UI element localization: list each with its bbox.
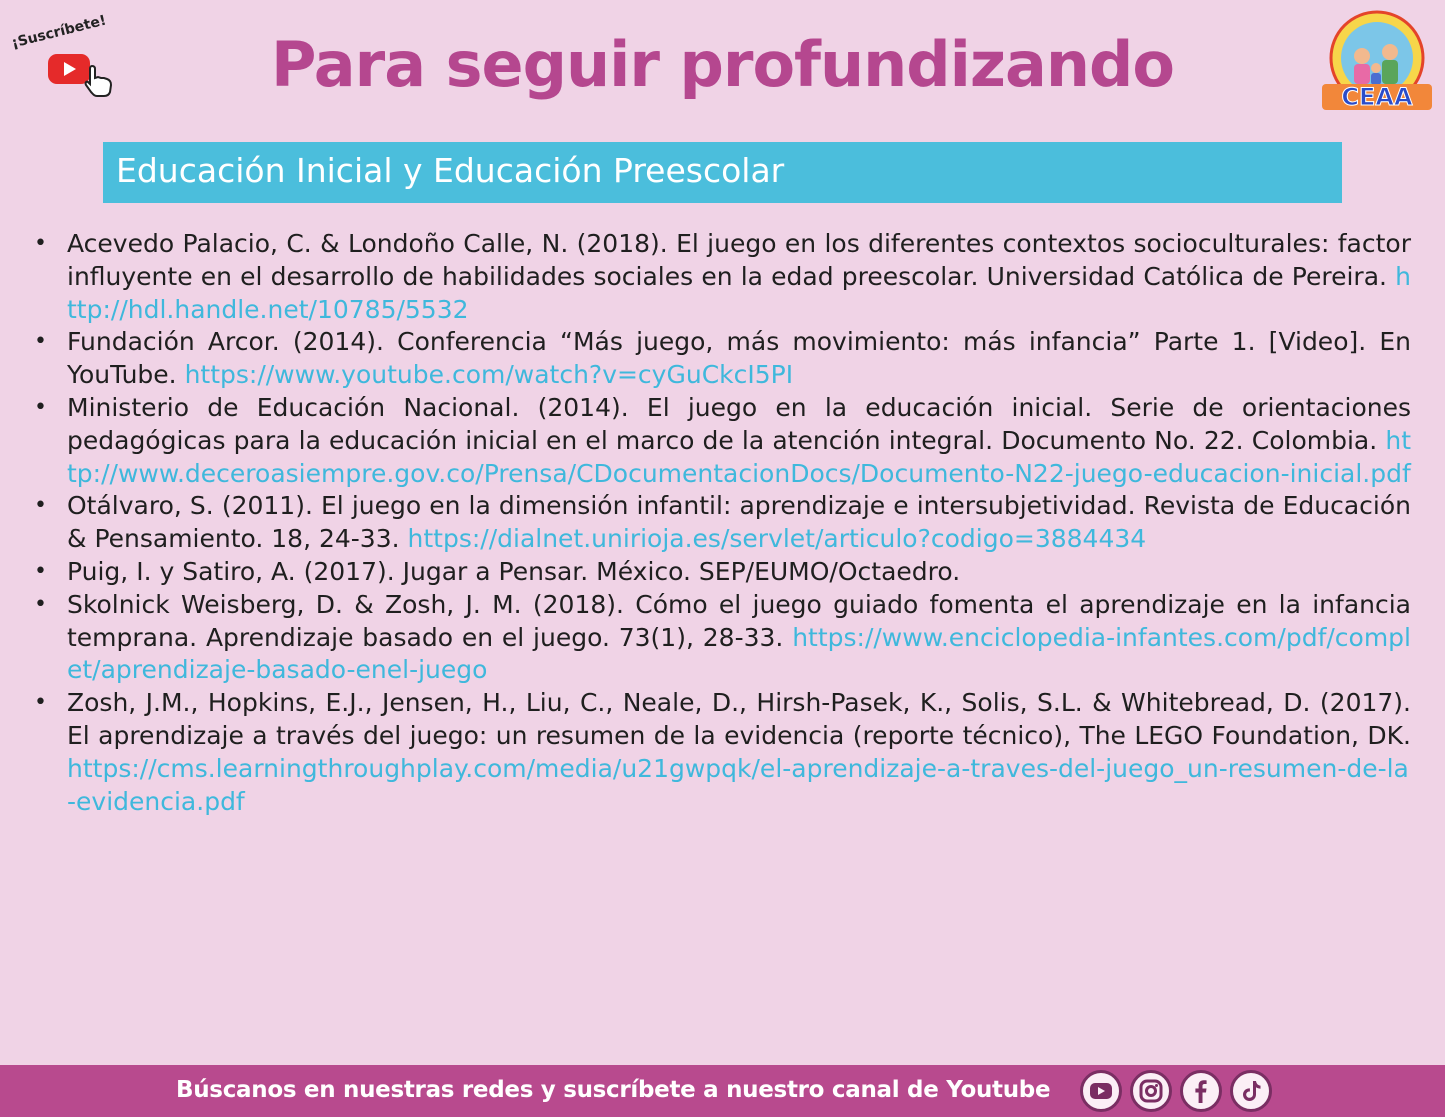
bullet: • (34, 394, 47, 420)
instagram-icon[interactable] (1130, 1070, 1172, 1112)
reference-text: Puig, I. y Satiro, A. (2017). Jugar a Pensar. México. SEP/EUMO/Octaedro. (67, 556, 961, 586)
reference-link[interactable]: https://dialnet.unirioja.es/servlet/articulo?codigo=3884434 (407, 524, 1147, 554)
reference-item (30, 326, 1411, 392)
reference-link[interactable]: https://www.youtube.com/watch?v=cyGuCkcI5PI (184, 360, 794, 390)
section-title: Educación Inicial y Educación Preescolar (116, 151, 785, 190)
reference-link[interactable]: http://hdl.handle.net/10785/5532 (67, 261, 1411, 324)
reference-item (30, 490, 1411, 556)
reference-text: Otálvaro, S. (2011). El juego en la dimensión infantil: aprendizaje e intersubjetividad. Revista de Educación & Pensamiento. 18, 24-33. (67, 491, 1411, 554)
youtube-icon[interactable] (1080, 1070, 1122, 1112)
reference-item (30, 589, 1411, 687)
reference-link[interactable]: https://www.enciclopedia-infantes.com/pdf/complet/aprendizaje-basado-enel-juego (67, 622, 1411, 685)
reference-text: Zosh, J.M., Hopkins, E.J., Jensen, H., Liu, C., Neale, D., Hirsh-Pasek, K., Solis, S.L. & Whitebread, D. (2017). El aprendizaje a través del juego: un resumen de la evidencia (reporte técnico), The LEGO Foundation, DK. (67, 688, 1411, 750)
page-title: Para seguir profundizando (271, 28, 1174, 101)
reference-item (30, 392, 1411, 490)
ceaa-logo (1318, 10, 1436, 114)
section-header (103, 142, 1342, 203)
reference-item (30, 228, 1411, 326)
reference-list (30, 228, 1411, 818)
bullet: • (34, 493, 47, 519)
reference-item (30, 556, 1411, 589)
bullet: • (34, 690, 47, 716)
bullet: • (34, 231, 47, 256)
reference-text: Fundación Arcor. (2014). Conferencia “Más juego, más movimiento: más infancia” Parte 1. [Video]. En YouTube. (67, 327, 1411, 390)
bullet: • (34, 329, 47, 355)
tiktok-icon[interactable] (1230, 1070, 1272, 1112)
reference-item (30, 687, 1411, 818)
reference-link[interactable]: http://www.deceroasiempre.gov.co/Prensa/CDocumentacionDocs/Documento-N22-juego-educacion-inicial.pdf (67, 425, 1411, 488)
bullet: • (34, 591, 47, 617)
facebook-icon[interactable] (1180, 1070, 1222, 1112)
subscribe-label: ¡Suscríbete! (10, 12, 108, 52)
logo-text: CEAA (1341, 83, 1413, 111)
reference-text: Acevedo Palacio, C. & Londoño Calle, N. (2018). El juego en los diferentes contextos socioculturales: factor influyente en el desarrollo de habilidades sociales en la edad preescolar. Universidad Católica de Pereira. (67, 229, 1411, 291)
reference-text: Skolnick Weisberg, D. & Zosh, J. M. (2018). Cómo el juego guiado fomenta el aprendizaje en la infancia temprana. Aprendizaje basado en el juego. 73(1), 28-33. (67, 589, 1411, 652)
reference-link[interactable]: https://cms.learningthroughplay.com/media/u21gwpqk/el-aprendizaje-a-traves-del-juego_un-resumen-de-la-evidencia.pdf (67, 753, 1409, 816)
bullet: • (34, 558, 47, 584)
reference-text: Ministerio de Educación Nacional. (2014). El juego en la educación inicial. Serie de orientaciones pedagógicas para la educación inicial en el marco de la atención integral. Documento No. 22. Colombia. (67, 392, 1411, 455)
footer-text: Búscanos en nuestras redes y suscríbete a nuestro canal de Youtube (176, 1077, 1051, 1103)
footer-bar (0, 1065, 1445, 1117)
